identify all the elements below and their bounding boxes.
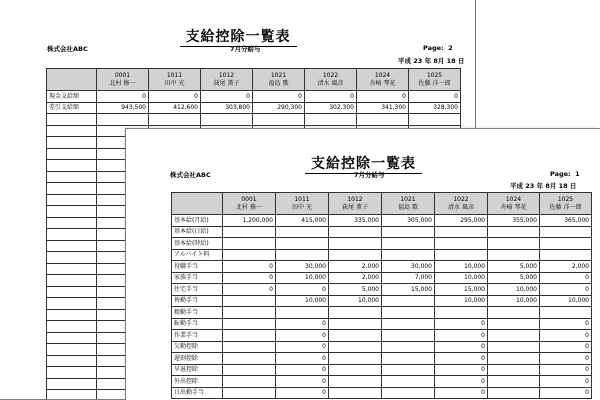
empty-cell bbox=[149, 114, 201, 126]
amount-cell: 10,000 bbox=[276, 295, 329, 307]
table-row bbox=[172, 341, 592, 353]
amount-cell bbox=[223, 330, 276, 342]
amount-cell: 0 bbox=[223, 284, 276, 296]
report-date: 平成 23 年 8月 18 日 bbox=[510, 182, 577, 190]
amount-cell: 0 bbox=[149, 91, 201, 103]
empty-cell bbox=[47, 367, 97, 379]
amount-cell: 0 bbox=[540, 376, 592, 388]
amount-cell bbox=[329, 341, 382, 353]
amount-cell bbox=[435, 249, 488, 261]
amount-cell bbox=[540, 238, 592, 250]
employee-code: 1012 bbox=[218, 71, 235, 79]
table-row bbox=[172, 387, 592, 399]
amount-cell: 10,000 bbox=[276, 272, 329, 284]
empty-cell bbox=[47, 217, 97, 229]
amount-cell: 30,000 bbox=[276, 261, 329, 273]
amount-cell bbox=[488, 238, 540, 250]
row-label: 早退控除 bbox=[172, 364, 223, 376]
row-label: 転勤手当 bbox=[172, 318, 223, 330]
amount-cell: 5,000 bbox=[488, 261, 540, 273]
amount-cell bbox=[223, 318, 276, 330]
employee-header bbox=[201, 69, 253, 91]
empty-cell bbox=[47, 355, 97, 367]
amount-cell: 0 bbox=[435, 376, 488, 388]
page-number: Page: 2 bbox=[423, 44, 453, 52]
row-label: 現金支給額 bbox=[47, 91, 97, 103]
amount-cell: 0 bbox=[223, 261, 276, 273]
amount-cell bbox=[223, 226, 276, 238]
amount-cell: 2,000 bbox=[329, 261, 382, 273]
amount-cell: 335,000 bbox=[329, 215, 382, 227]
employee-name: 清水 風彦 bbox=[317, 79, 344, 87]
amount-cell bbox=[223, 249, 276, 261]
amount-cell bbox=[223, 364, 276, 376]
amount-cell: 412,600 bbox=[149, 102, 201, 114]
amount-cell: 943,500 bbox=[97, 102, 149, 114]
amount-cell bbox=[382, 364, 435, 376]
amount-cell bbox=[435, 307, 488, 319]
employee-header bbox=[223, 193, 276, 215]
amount-cell: 30,000 bbox=[382, 261, 435, 273]
amount-cell: 0 bbox=[540, 353, 592, 365]
table-row bbox=[172, 330, 592, 342]
amount-cell: 0 bbox=[276, 284, 329, 296]
amount-cell bbox=[540, 307, 592, 319]
amount-cell bbox=[223, 238, 276, 250]
table-row bbox=[47, 91, 461, 103]
employee-name: 佐藤 洋一郎 bbox=[418, 79, 451, 87]
empty-cell bbox=[47, 309, 97, 321]
empty-cell bbox=[47, 194, 97, 206]
amount-cell bbox=[329, 226, 382, 238]
table-row bbox=[47, 102, 461, 114]
amount-cell bbox=[276, 249, 329, 261]
employee-code: 0001 bbox=[241, 195, 257, 203]
employee-code: 1011 bbox=[294, 195, 310, 203]
amount-cell bbox=[382, 249, 435, 261]
amount-cell: 0 bbox=[253, 91, 305, 103]
amount-cell bbox=[276, 226, 329, 238]
amount-cell bbox=[329, 318, 382, 330]
table-row bbox=[172, 295, 592, 307]
table-row bbox=[172, 261, 592, 273]
empty-cell bbox=[357, 114, 409, 126]
amount-cell: 290,300 bbox=[253, 102, 305, 114]
amount-cell: 10,000 bbox=[488, 284, 540, 296]
amount-cell bbox=[329, 249, 382, 261]
empty-cell bbox=[47, 263, 97, 275]
row-label: 欠勤控除 bbox=[172, 341, 223, 353]
amount-cell: 0 bbox=[276, 387, 329, 399]
amount-cell bbox=[488, 226, 540, 238]
row-label: 皆勤手当 bbox=[172, 295, 223, 307]
amount-cell bbox=[223, 376, 276, 388]
row-label: 基本給(時給) bbox=[172, 238, 223, 250]
amount-cell: 15,000 bbox=[435, 284, 488, 296]
amount-cell: 7,000 bbox=[382, 272, 435, 284]
employee-header bbox=[97, 69, 149, 91]
amount-cell: 0 bbox=[540, 330, 592, 342]
header-corner-cell bbox=[172, 193, 223, 215]
empty-cell bbox=[47, 125, 97, 137]
report-date: 平成 23 年 8月 18 日 bbox=[398, 57, 465, 65]
amount-cell bbox=[276, 238, 329, 250]
row-label: 差引支給額 bbox=[47, 102, 97, 114]
amount-cell: 302,300 bbox=[305, 102, 357, 114]
amount-cell: 0 bbox=[435, 387, 488, 399]
amount-cell bbox=[382, 353, 435, 365]
amount-cell: 10,000 bbox=[435, 261, 488, 273]
amount-cell bbox=[329, 238, 382, 250]
amount-cell: 15,000 bbox=[382, 284, 435, 296]
employee-header bbox=[305, 69, 357, 91]
amount-cell: 0 bbox=[540, 341, 592, 353]
amount-cell bbox=[382, 376, 435, 388]
empty-cell bbox=[47, 240, 97, 252]
amount-cell bbox=[540, 249, 592, 261]
amount-cell bbox=[488, 341, 540, 353]
amount-cell bbox=[382, 238, 435, 250]
amount-cell: 1,200,000 bbox=[223, 215, 276, 227]
table-row bbox=[172, 376, 592, 388]
employee-name: 田中 光 bbox=[164, 79, 185, 87]
amount-cell: 2,000 bbox=[329, 272, 382, 284]
amount-cell: 0 bbox=[276, 364, 329, 376]
amount-cell: 0 bbox=[540, 364, 592, 376]
employee-header bbox=[435, 193, 488, 215]
table-header-row bbox=[47, 69, 461, 91]
amount-cell: 0 bbox=[435, 318, 488, 330]
amount-cell: 0 bbox=[276, 341, 329, 353]
row-label: 役職手当 bbox=[172, 261, 223, 273]
company-name: 株式会社ABC bbox=[47, 45, 88, 53]
table-header-row bbox=[172, 193, 592, 215]
amount-cell: 295,000 bbox=[435, 215, 488, 227]
table-row bbox=[172, 215, 592, 227]
empty-cell bbox=[47, 321, 97, 333]
amount-cell bbox=[488, 307, 540, 319]
empty-cell bbox=[47, 206, 97, 218]
page-title: 支給控除一覧表 bbox=[0, 26, 476, 46]
amount-cell: 0 bbox=[276, 353, 329, 365]
amount-cell bbox=[382, 387, 435, 399]
amount-cell: 0 bbox=[276, 330, 329, 342]
amount-cell: 10,000 bbox=[329, 295, 382, 307]
empty-cell bbox=[47, 390, 97, 400]
row-label: 外出控除 bbox=[172, 376, 223, 388]
empty-cell bbox=[47, 378, 97, 390]
employee-header bbox=[149, 69, 201, 91]
amount-cell bbox=[488, 364, 540, 376]
amount-cell bbox=[488, 387, 540, 399]
amount-cell bbox=[223, 353, 276, 365]
employee-header bbox=[409, 69, 461, 91]
amount-cell bbox=[329, 307, 382, 319]
row-label: アルバイト料 bbox=[172, 249, 223, 261]
amount-cell: 305,000 bbox=[382, 215, 435, 227]
empty-cell bbox=[253, 114, 305, 126]
table-row bbox=[172, 318, 592, 330]
amount-cell: 0 bbox=[435, 353, 488, 365]
amount-cell bbox=[382, 226, 435, 238]
empty-cell bbox=[47, 148, 97, 160]
amount-cell bbox=[276, 307, 329, 319]
employee-code: 0001 bbox=[114, 71, 131, 79]
amount-cell: 0 bbox=[540, 284, 592, 296]
amount-cell: 365,000 bbox=[540, 215, 592, 227]
employee-code: 1021 bbox=[400, 195, 416, 203]
row-label: 精勤手当 bbox=[172, 307, 223, 319]
empty-cell bbox=[409, 114, 461, 126]
employee-name: 福島 歌 bbox=[398, 203, 418, 211]
amount-cell bbox=[329, 364, 382, 376]
amount-cell bbox=[223, 387, 276, 399]
amount-cell: 10,000 bbox=[435, 295, 488, 307]
amount-cell bbox=[223, 307, 276, 319]
empty-cell bbox=[47, 275, 97, 287]
employee-header bbox=[357, 69, 409, 91]
employee-name: 北村 修一 bbox=[109, 79, 136, 87]
employee-header bbox=[540, 193, 592, 215]
employee-name: 北村 修一 bbox=[236, 203, 262, 211]
page-title: 支給控除一覧表 bbox=[126, 153, 600, 173]
amount-cell bbox=[435, 226, 488, 238]
row-label: 住宅手当 bbox=[172, 284, 223, 296]
amount-cell bbox=[488, 330, 540, 342]
amount-cell: 0 bbox=[435, 330, 488, 342]
employee-name: 田中 光 bbox=[292, 203, 312, 211]
amount-cell: 328,300 bbox=[409, 102, 461, 114]
amount-cell: 0 bbox=[276, 318, 329, 330]
amount-cell bbox=[382, 307, 435, 319]
empty-cell bbox=[47, 298, 97, 310]
empty-cell bbox=[47, 137, 97, 149]
deduction-table bbox=[171, 192, 592, 399]
amount-cell bbox=[223, 341, 276, 353]
empty-cell bbox=[47, 344, 97, 356]
table-row bbox=[172, 226, 592, 238]
employee-header bbox=[382, 193, 435, 215]
amount-cell: 0 bbox=[435, 364, 488, 376]
row-label: 家族手当 bbox=[172, 272, 223, 284]
amount-cell bbox=[223, 295, 276, 307]
employee-code: 1025 bbox=[426, 71, 443, 79]
amount-cell: 303,800 bbox=[201, 102, 253, 114]
employee-header bbox=[253, 69, 305, 91]
employee-code: 1024 bbox=[505, 195, 522, 203]
amount-cell: 0 bbox=[305, 91, 357, 103]
period-label: 7月分給与 bbox=[230, 45, 261, 53]
amount-cell: 0 bbox=[540, 272, 592, 284]
table-row bbox=[172, 307, 592, 319]
employee-code: 1011 bbox=[166, 71, 183, 79]
row-label: 日出勤手当 bbox=[172, 387, 223, 399]
amount-cell bbox=[329, 376, 382, 388]
empty-cell bbox=[47, 171, 97, 183]
empty-cell bbox=[47, 160, 97, 172]
employee-name: 荻尾 薫子 bbox=[342, 203, 368, 211]
employee-header bbox=[329, 193, 382, 215]
employee-name: 舟崎 琴花 bbox=[369, 79, 396, 87]
amount-cell: 355,000 bbox=[488, 215, 540, 227]
amount-cell bbox=[382, 330, 435, 342]
amount-cell: 0 bbox=[223, 272, 276, 284]
amount-cell: 0 bbox=[540, 318, 592, 330]
employee-name: 福島 歌 bbox=[268, 79, 289, 87]
employee-code: 1024 bbox=[374, 71, 391, 79]
table-row bbox=[172, 364, 592, 376]
amount-cell bbox=[382, 318, 435, 330]
empty-cell bbox=[47, 332, 97, 344]
empty-cell bbox=[47, 183, 97, 195]
amount-cell: 10,000 bbox=[540, 295, 592, 307]
amount-cell bbox=[329, 353, 382, 365]
amount-cell: 5,000 bbox=[488, 272, 540, 284]
row-label: 作業手当 bbox=[172, 330, 223, 342]
employee-header bbox=[488, 193, 540, 215]
empty-cell bbox=[47, 286, 97, 298]
amount-cell bbox=[488, 353, 540, 365]
amount-cell bbox=[382, 341, 435, 353]
employee-name: 佐藤 洋一郎 bbox=[549, 203, 582, 211]
empty-cell bbox=[47, 252, 97, 264]
amount-cell: 5,000 bbox=[329, 284, 382, 296]
table-row bbox=[172, 238, 592, 250]
amount-cell bbox=[488, 318, 540, 330]
employee-header bbox=[276, 193, 329, 215]
header-corner-cell bbox=[47, 69, 97, 91]
page-number: Page: 1 bbox=[550, 170, 580, 178]
row-label: 基本給(日給) bbox=[172, 226, 223, 238]
amount-cell: 2,000 bbox=[540, 261, 592, 273]
row-label: 基本給(月給) bbox=[172, 215, 223, 227]
employee-code: 1012 bbox=[347, 195, 363, 203]
amount-cell: 10,000 bbox=[435, 272, 488, 284]
report-page-1 bbox=[125, 128, 600, 400]
empty-cell bbox=[201, 114, 253, 126]
row-label: 遅刻控除 bbox=[172, 353, 223, 365]
employee-name: 舟崎 琴花 bbox=[500, 203, 527, 211]
employee-name: 清水 風彦 bbox=[448, 203, 474, 211]
employee-code: 1025 bbox=[557, 195, 574, 203]
empty-cell bbox=[47, 229, 97, 241]
period-label: 7月分給与 bbox=[354, 171, 385, 179]
amount-cell bbox=[435, 238, 488, 250]
empty-cell bbox=[97, 114, 149, 126]
amount-cell: 0 bbox=[409, 91, 461, 103]
amount-cell: 10,000 bbox=[488, 295, 540, 307]
company-name: 株式会社ABC bbox=[170, 171, 211, 179]
amount-cell: 0 bbox=[276, 376, 329, 388]
amount-cell: 0 bbox=[540, 387, 592, 399]
amount-cell: 0 bbox=[357, 91, 409, 103]
employee-code: 1021 bbox=[270, 71, 287, 79]
employee-name: 荻尾 薫子 bbox=[213, 79, 240, 87]
table-row bbox=[172, 284, 592, 296]
employee-code: 1022 bbox=[453, 195, 469, 203]
table-row bbox=[172, 272, 592, 284]
employee-code: 1022 bbox=[322, 71, 339, 79]
table-row bbox=[172, 353, 592, 365]
amount-cell bbox=[329, 387, 382, 399]
amount-cell bbox=[488, 376, 540, 388]
empty-row bbox=[47, 114, 461, 126]
amount-cell bbox=[540, 226, 592, 238]
empty-cell bbox=[47, 114, 97, 126]
amount-cell bbox=[329, 330, 382, 342]
amount-cell: 341,300 bbox=[357, 102, 409, 114]
amount-cell bbox=[488, 249, 540, 261]
empty-cell bbox=[305, 114, 357, 126]
amount-cell bbox=[382, 295, 435, 307]
table-row bbox=[172, 249, 592, 261]
amount-cell: 415,000 bbox=[276, 215, 329, 227]
amount-cell: 0 bbox=[97, 91, 149, 103]
amount-cell: 0 bbox=[435, 341, 488, 353]
amount-cell: 0 bbox=[201, 91, 253, 103]
